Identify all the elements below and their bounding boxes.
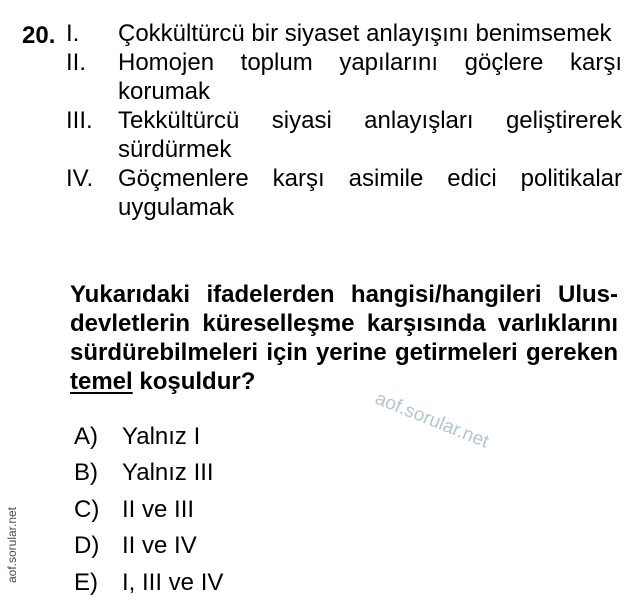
- option-text: Yalnız III: [122, 459, 214, 487]
- statement-1: [66, 19, 622, 48]
- option-text: II ve III: [122, 495, 195, 523]
- option-a[interactable]: [74, 419, 223, 455]
- option-c[interactable]: [74, 492, 223, 528]
- option-letter: E): [74, 568, 98, 596]
- option-text: II ve IV: [122, 532, 197, 560]
- option-b[interactable]: [74, 455, 223, 491]
- statement-3: [66, 106, 622, 164]
- stem-text-after: koşuldur?: [132, 368, 256, 395]
- statement-text: Göçmenlere karşı asimile edici politikalar uygulamak: [118, 165, 622, 221]
- statement-list: [66, 19, 622, 222]
- option-text: I, III ve IV: [122, 568, 224, 596]
- stem-underlined-word: temel: [70, 368, 133, 395]
- question-stem: [70, 280, 618, 396]
- watermark-side: aof.sorular.net: [5, 506, 19, 584]
- statement-numeral: II.: [66, 49, 87, 76]
- answer-options: [74, 419, 223, 601]
- option-d[interactable]: [74, 528, 223, 564]
- statement-text: Çokkültürcü bir siyaset anlayışını benimsemek: [118, 20, 612, 47]
- stem-text-before: Yukarıdaki ifadelerden hangisi/hangileri Ulus-devletlerin küreselleşme karşısında varlıklarını sürdürebilmeleri için yerine getirmeleri gereken: [70, 281, 618, 366]
- option-letter: B): [74, 459, 98, 487]
- option-e[interactable]: [74, 565, 223, 601]
- statement-2: [66, 48, 622, 106]
- statement-numeral: III.: [66, 107, 93, 134]
- option-letter: C): [74, 495, 100, 523]
- statement-text: Homojen toplum yapılarını göçlere karşı korumak: [118, 49, 622, 105]
- statement-numeral: IV.: [66, 165, 94, 192]
- statement-4: [66, 164, 622, 222]
- statement-numeral: I.: [66, 20, 80, 47]
- statement-text: Tekkültürcü siyasi anlayışları geliştirerek sürdürmek: [118, 107, 622, 163]
- option-letter: A): [74, 423, 98, 450]
- question-number: 20.: [22, 22, 56, 49]
- option-text: Yalnız I: [122, 423, 201, 450]
- watermark-diagonal: aof.sorular.net: [372, 388, 492, 453]
- option-letter: D): [74, 532, 100, 560]
